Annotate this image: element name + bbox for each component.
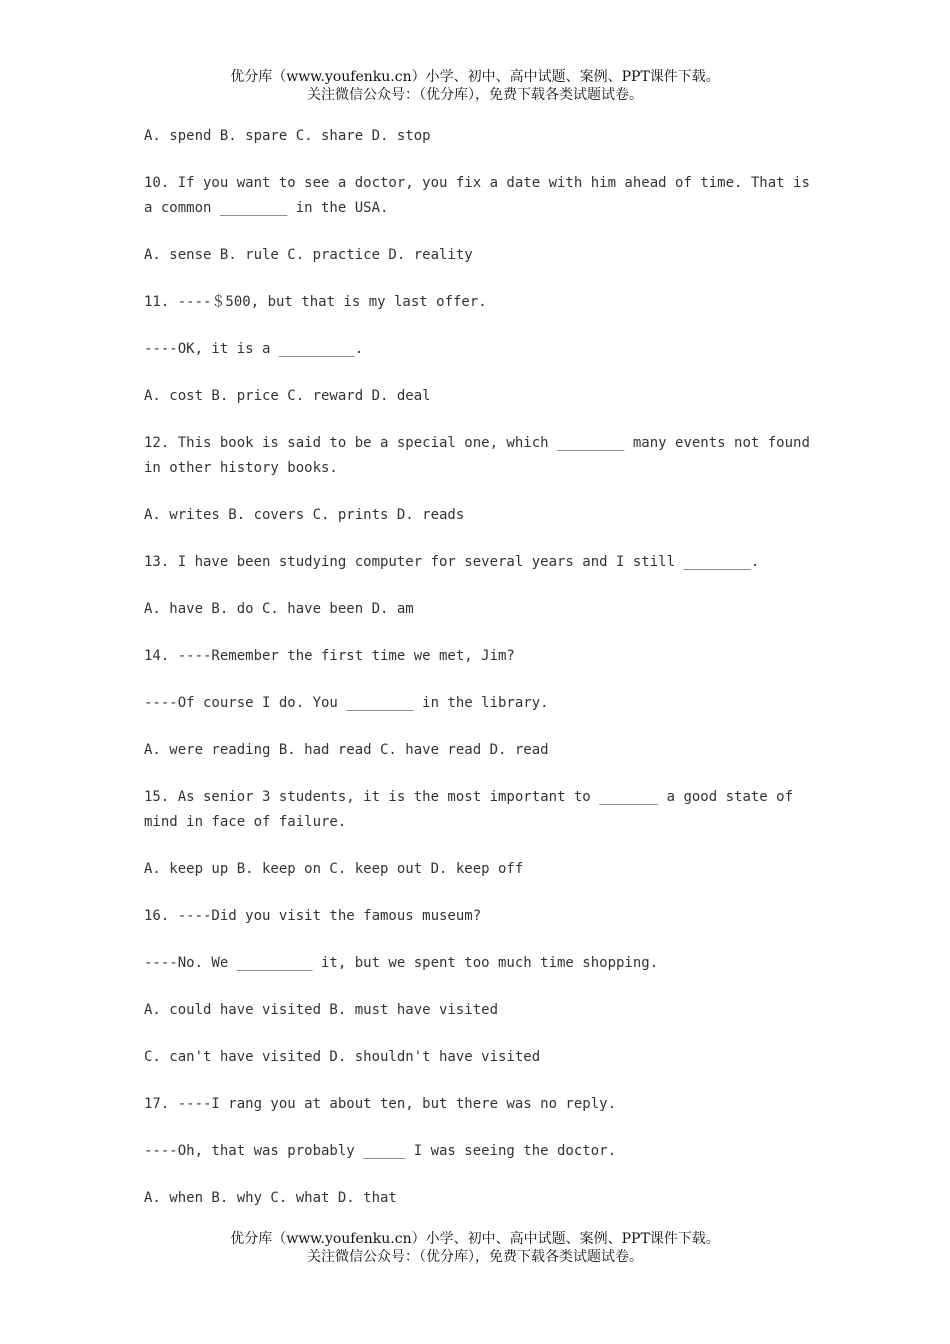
question-15: 15. As senior 3 students, it is the most important to _______ a good state of mind in face of failure. — [144, 789, 802, 830]
options-q11: A. cost B. price C. reward D. deal — [144, 388, 431, 404]
page-footer — [0, 1230, 950, 1266]
header-line-2: 关注微信公众号：（优分库），免费下载各类试题试卷。 — [307, 87, 643, 103]
options-q14: A. were reading B. had read C. have read D. read — [144, 742, 549, 758]
question-17: 17. ----I rang you at about ten, but there was no reply. — [144, 1096, 617, 1112]
question-11: 11. ----＄500, but that is my last offer. — [144, 294, 487, 310]
footer-line-1: 优分库（www.youfenku.cn）小学、初中、高中试题、案例、PPT课件下载。 — [230, 1231, 720, 1247]
options-q9: A. spend B. spare C. share D. stop — [144, 128, 431, 144]
options-q13: A. have B. do C. have been D. am — [144, 601, 414, 617]
question-13: 13. I have been studying computer for several years and I still ________. — [144, 554, 760, 570]
question-12: 12. This book is said to be a special one, which ________ many events not found in other history books. — [144, 435, 819, 476]
options-q16-ab: A. could have visited B. must have visited — [144, 1002, 499, 1018]
question-14-reply: ----Of course I do. You ________ in the library. — [144, 695, 549, 711]
options-q10: A. sense B. rule C. practice D. reality — [144, 247, 473, 263]
question-16-reply: ----No. We _________ it, but we spent too much time shopping. — [144, 955, 659, 971]
options-q16-cd: C. can't have visited D. shouldn't have visited — [144, 1049, 541, 1065]
question-10: 10. If you want to see a doctor, you fix a date with him ahead of time. That is a common ________ in the USA. — [144, 175, 819, 216]
header-line-1: 优分库（www.youfenku.cn）小学、初中、高中试题、案例、PPT课件下载。 — [230, 69, 720, 85]
options-q12: A. writes B. covers C. prints D. reads — [144, 507, 465, 523]
footer-line-2: 关注微信公众号：（优分库），免费下载各类试题试卷。 — [307, 1249, 643, 1265]
question-14: 14. ----Remember the first time we met, Jim? — [144, 648, 515, 664]
options-q17: A. when B. why C. what D. that — [144, 1190, 397, 1206]
options-q15: A. keep up B. keep on C. keep out D. keep off — [144, 861, 524, 877]
question-11-reply: ----OK, it is a _________. — [144, 341, 364, 357]
question-16: 16. ----Did you visit the famous museum? — [144, 908, 482, 924]
question-17-reply: ----Oh, that was probably _____ I was seeing the doctor. — [144, 1143, 617, 1159]
question-content — [144, 124, 819, 1233]
page-header — [0, 68, 950, 104]
